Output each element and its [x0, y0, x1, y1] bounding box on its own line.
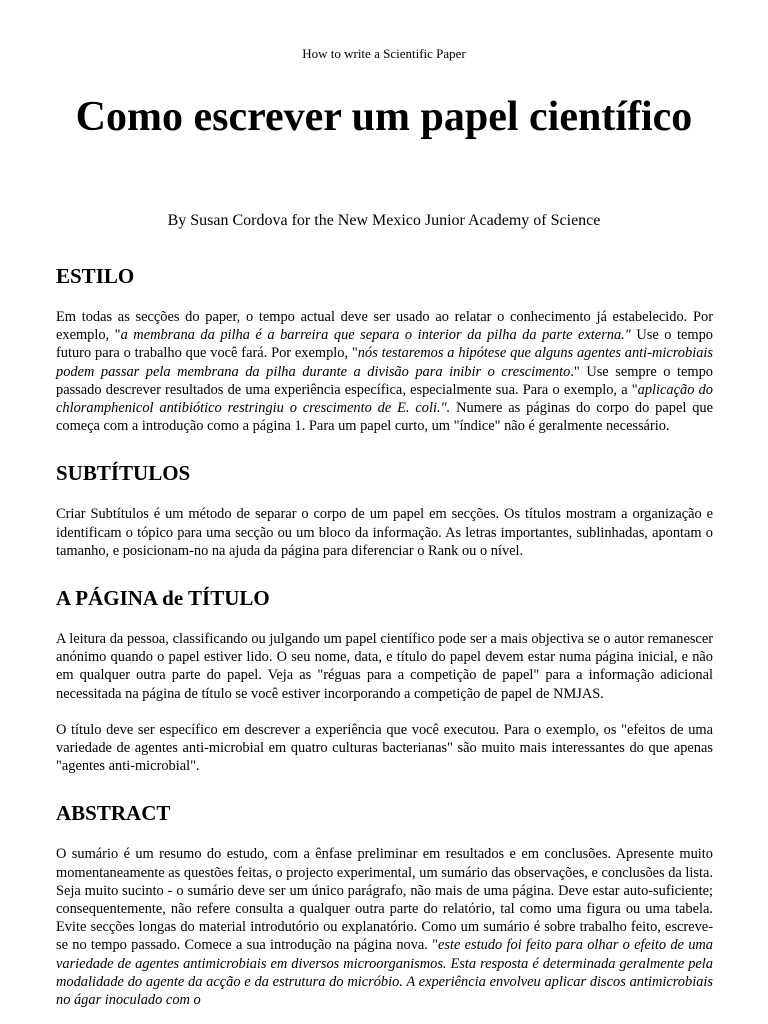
- italic-example: nós testaremos a hipótese que alguns agentes anti-microbiais podem passar pela membrana da pilha durante a divisão para inibir o crescimento: [56, 345, 713, 380]
- text-run: Numere as páginas do corpo do papel que começa com a introdução como a página 1. Para um papel curto, um "índice" não é geralmente necessário.: [56, 400, 713, 435]
- document-body: [56, 262, 713, 1009]
- text-run: O sumário é um resumo do estudo, com a ênfase preliminar em resultados e em conclusões. Apresente muito momentaneamente as questões feitas, o projecto experimental, um sumário das observações, e conclusões da lista. Seja muito sucinto - o sumário deve ser um único parágrafo, não mais de uma página. Deve estar auto-suficiente; consequentemente, não refere consulta a qualquer outra parte do relatório, tal como uma figura ou uma tabela. Evite secções longas do material introdutório ou explanatório. Como um sumário é sobre trabalho feito, escreve-se no tempo passado. Comece a sua introdução na página nova. ": [56, 846, 713, 954]
- section-pagina-titulo: [56, 584, 713, 775]
- paragraph-abstract: [56, 845, 713, 1009]
- author-byline: By Susan Cordova for the New Mexico Junior Academy of Science: [167, 212, 601, 229]
- section-heading-subtitulos: SUBTÍTULOS: [56, 461, 191, 486]
- paragraph-subtitulos: Criar Subtítulos é um método de separar o corpo de um papel em secções. Os títulos mostram a organização e identificam o tópico para uma secção ou um bloco da informação. As letras importantes, sublinhadas, apontam o tamanho, e posicionam-no na ajuda da página para diferenciar o Rank ou o nível.: [56, 506, 713, 559]
- text-run: Use o tempo futuro para o trabalho que você fará. Por exemplo, ": [56, 327, 713, 362]
- section-subtitulos: [56, 459, 713, 560]
- document-title: Como escrever um papel científico: [75, 94, 693, 140]
- paragraph-pagina-titulo-2: O título deve ser específico em descrever a experiência que você executou. Para o exemplo, os "efeitos de uma variedade de agentes anti-microbial em quatro culturas bacterianas" são muito mais interessantes do que apenas "agentes anti-microbial".: [56, 721, 713, 775]
- section-heading-abstract: ABSTRACT: [56, 801, 171, 826]
- running-header: How to write a Scientific Paper: [302, 46, 466, 61]
- section-heading-pagina-titulo: A PÁGINA de TÍTULO: [56, 586, 270, 611]
- section-estilo: [56, 262, 713, 435]
- italic-example: a membrana da pilha é a barreira que separa o interior da pilha da parte externa.": [120, 327, 631, 344]
- section-heading-estilo: ESTILO: [56, 264, 135, 288]
- italic-example: este estudo foi feito para olhar o efeito de uma variedade de agentes antimicrobiais em diversos microorganismos. Esta resposta é determinada geralmente pela modalidade do agente da acção e da estrutura do micróbio. A experiência envolveu aplicar discos antimicrobiais no ágar inoculado com o: [56, 937, 713, 1009]
- italic-example: aplicação do chloramphenicol antibiótico restringiu o crescimento de E. coli.".: [56, 381, 713, 417]
- paragraph-pagina-titulo-1: A leitura da pessoa, classificando ou julgando um papel científico pode ser a mais objectiva se o autor remanescer anónimo quando o papel estiver lido. O seu nome, data, e título do papel devem estar numa página inicial, e não em qualquer outra parte do papel. Veja as "réguas para a competição de papel" para a informação adicional necessitada na página de título se você estiver incorporando a competição de papel de NMJAS.: [56, 631, 713, 702]
- text-run: ." Use sempre o tempo passado descrever resultados de uma experiência específica, especialmente sua. Para o exemplo, a ": [56, 363, 714, 398]
- paragraph-estilo: [56, 308, 713, 435]
- section-abstract: [56, 799, 713, 1009]
- text-run: Em todas as secções do paper, o tempo actual deve ser usado ao relatar o conhecimento já estabelecido. Por exemplo, ": [56, 309, 713, 344]
